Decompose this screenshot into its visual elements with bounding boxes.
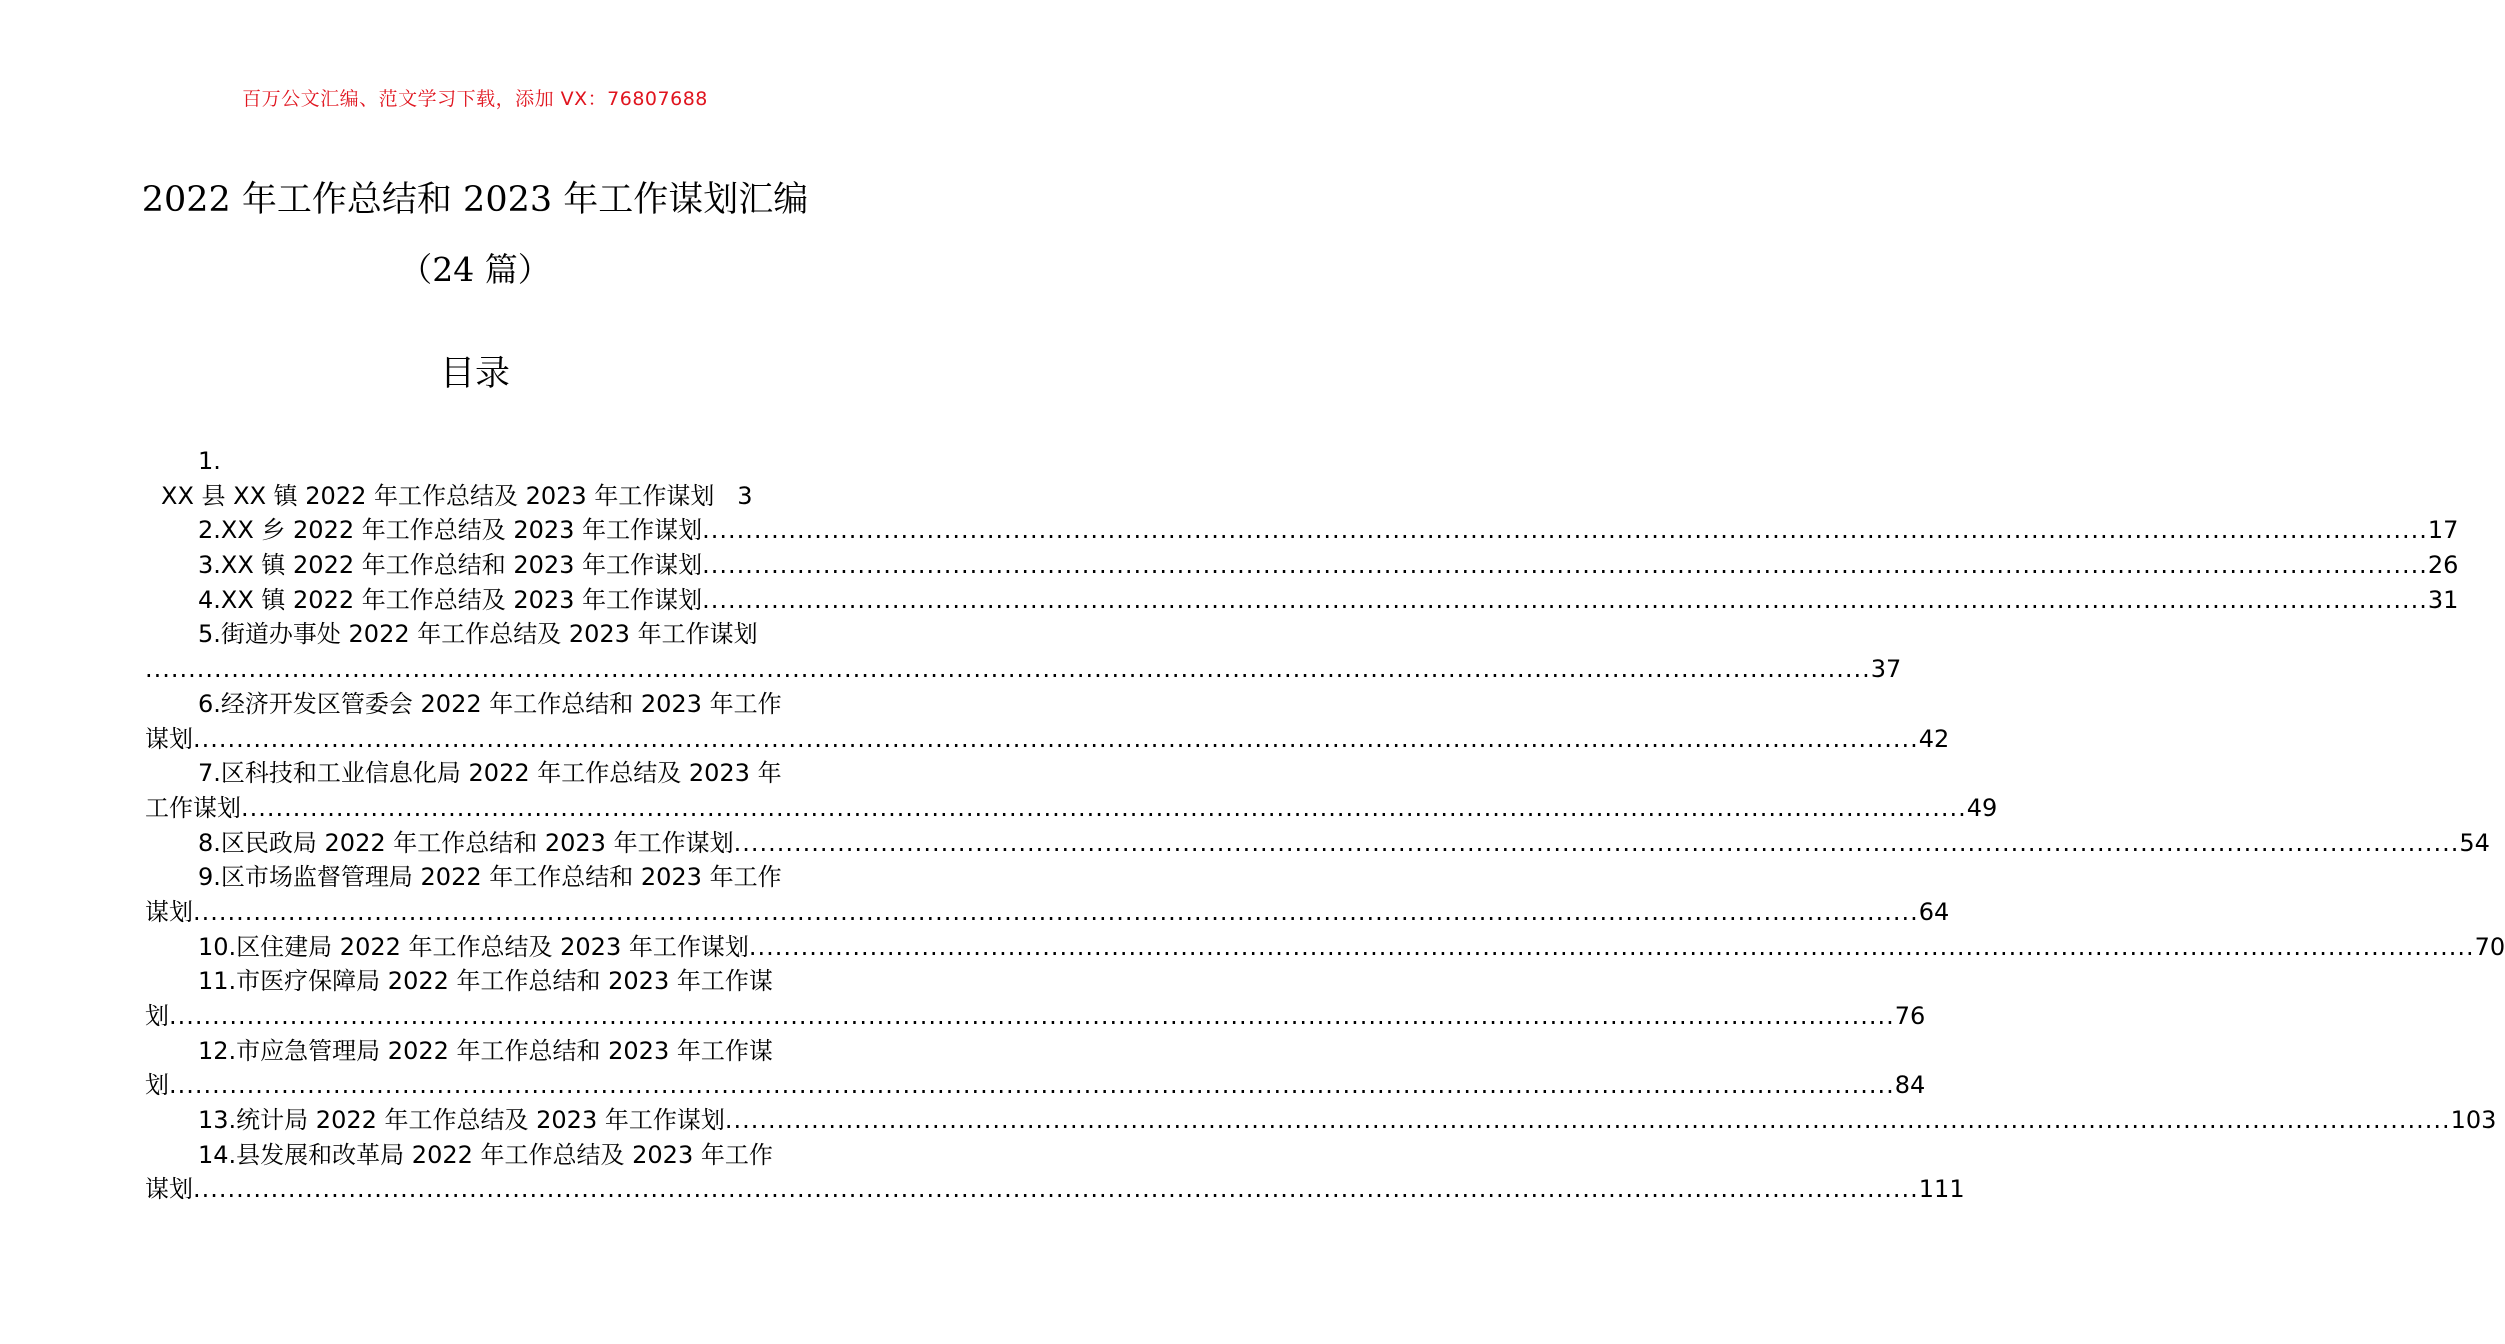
- toc-entry-8-text: 8.区民政局 2022 年工作总结和 2023 年工作谋划: [198, 828, 734, 857]
- toc-entry-8[interactable]: [145, 826, 2490, 861]
- toc-leader-dots: ........................................................................................................................................................................................................: [733, 828, 2460, 857]
- toc-leader-dots: ........................................................................................................................................................................................................: [193, 724, 1919, 753]
- toc-entry-12-text[interactable]: 12.市应急管理局 2022 年工作总结和 2023 年工作谋: [198, 1036, 773, 1065]
- watermark-banner: 百万公文汇编、范文学习下载，添加 VX：76807688: [242, 88, 708, 110]
- toc-leader-dots: ........................................................................................................................................................................................................: [169, 1071, 1895, 1100]
- toc-entry-7-page: 49: [1966, 793, 1998, 822]
- toc-leader-dots: ........................................................................................................................................................................................................: [702, 551, 2428, 580]
- toc-leader-dots: ........................................................................................................................................................................................................: [169, 1002, 1895, 1030]
- toc-entry-13-page: 103: [2450, 1106, 2497, 1135]
- toc-leader-dots: ........................................................................................................................................................................................................: [724, 1106, 2451, 1135]
- toc-entry-12[interactable]: [145, 1068, 1926, 1103]
- toc-entry-3[interactable]: [145, 548, 2459, 583]
- toc-entry-5-text[interactable]: 5.街道办事处 2022 年工作总结及 2023 年工作谋划: [198, 620, 758, 649]
- toc-entry-7[interactable]: [145, 791, 1998, 826]
- toc-entry-6-text-cont: 谋划: [145, 724, 193, 753]
- toc-entry-11-text-cont: 划: [145, 1002, 169, 1030]
- toc-entry-14-text-cont: 谋划: [145, 1175, 193, 1204]
- toc-entry-14[interactable]: [145, 1172, 1965, 1207]
- toc-entry-7-text[interactable]: 7.区科技和工业信息化局 2022 年工作总结及 2023 年: [198, 759, 782, 788]
- toc-leader-dots: ........................................................................................................................................................................................................: [702, 585, 2428, 614]
- toc-entry-3-page: 26: [2427, 551, 2459, 580]
- toc-entry-9-text-cont: 谋划: [145, 897, 193, 926]
- toc-entry-6[interactable]: [145, 722, 1950, 757]
- toc-entry-12-page: 84: [1894, 1071, 1926, 1100]
- toc-entry-1[interactable]: [145, 479, 807, 514]
- toc-leader-dots: ........................................................................................................................................................................................................: [702, 516, 2428, 545]
- toc-entry-12-text-cont: 划: [145, 1071, 169, 1100]
- table-of-contents: [145, 444, 2505, 1207]
- toc-entry-7-text-cont: 工作谋划: [145, 793, 241, 822]
- toc-entry-5[interactable]: [145, 652, 1902, 687]
- toc-entry-11-text[interactable]: 11.市医疗保障局 2022 年工作总结和 2023 年工作谋: [198, 967, 773, 996]
- toc-entry-4-page: 31: [2427, 585, 2459, 614]
- toc-entry-9[interactable]: [145, 895, 1950, 930]
- toc-heading: 目录: [439, 354, 510, 394]
- toc-entry-10[interactable]: [145, 930, 2505, 965]
- toc-entry-10-text: 10.区住建局 2022 年工作总结及 2023 年工作谋划: [198, 932, 749, 961]
- toc-leader-dots: ........................................................................................................................................................................................................: [145, 655, 1871, 684]
- toc-entry-10-page: 70: [2474, 932, 2505, 961]
- toc-entry-6-page: 42: [1918, 724, 1950, 753]
- document-subtitle: （24 篇）: [399, 250, 551, 289]
- toc-leader-dots: ........................................................................................................................................................................................................: [241, 793, 1967, 822]
- toc-leader-dots: ........................................................................................................................................................................................................: [193, 1175, 1919, 1204]
- toc-entry-2[interactable]: [145, 513, 2459, 548]
- toc-leader-dots: ........................................................................................................................................................................................................: [748, 932, 2475, 961]
- toc-entry-2-page: 17: [2427, 516, 2459, 545]
- toc-entry-14-page: 111: [1918, 1175, 1965, 1204]
- toc-entry-1-page: 3: [737, 481, 753, 510]
- toc-entry-1-number[interactable]: 1.: [198, 447, 221, 475]
- document-title: 2022 年工作总结和 2023 年工作谋划汇编: [141, 180, 809, 220]
- toc-entry-11-page: 76: [1894, 1002, 1926, 1030]
- toc-entry-4-text: 4.XX 镇 2022 年工作总结及 2023 年工作谋划: [198, 585, 703, 614]
- toc-entry-1-text: XX 县 XX 镇 2022 年工作总结及 2023 年工作谋划: [161, 481, 715, 510]
- toc-leader-dots: ........................................................................................................................................................................................................: [193, 897, 1919, 926]
- toc-entry-13[interactable]: [145, 1103, 2497, 1138]
- toc-entry-9-text[interactable]: 9.区市场监督管理局 2022 年工作总结和 2023 年工作: [198, 863, 782, 892]
- toc-entry-14-text[interactable]: 14.县发展和改革局 2022 年工作总结及 2023 年工作: [198, 1140, 773, 1169]
- toc-entry-3-text: 3.XX 镇 2022 年工作总结和 2023 年工作谋划: [198, 551, 703, 580]
- toc-entry-9-page: 64: [1918, 897, 1950, 926]
- toc-entry-6-text[interactable]: 6.经济开发区管委会 2022 年工作总结和 2023 年工作: [198, 689, 782, 718]
- toc-entry-11[interactable]: [145, 999, 1926, 1034]
- toc-entry-8-page: 54: [2459, 828, 2490, 857]
- toc-entry-2-text: 2.XX 乡 2022 年工作总结及 2023 年工作谋划: [198, 516, 703, 545]
- toc-entry-5-page: 37: [1870, 655, 1902, 684]
- toc-entry-4[interactable]: [145, 583, 2459, 618]
- toc-entry-13-text: 13.统计局 2022 年工作总结及 2023 年工作谋划: [198, 1106, 725, 1135]
